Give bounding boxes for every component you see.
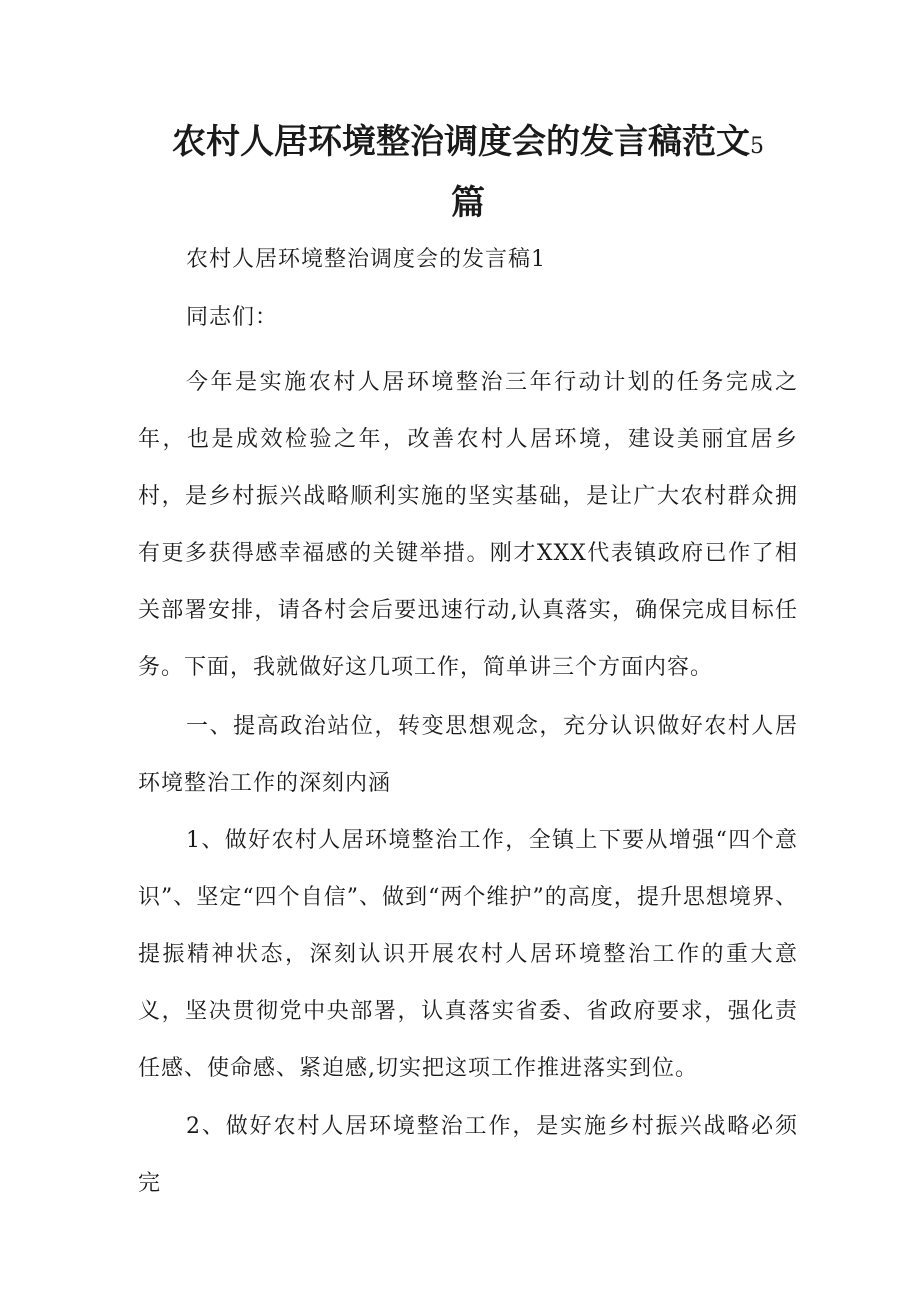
title-number: 5 <box>750 134 764 159</box>
paragraph-point-2: 2、做好农村人居环境整治工作，是实施乡村振兴战略必须完 <box>138 1114 798 1196</box>
section-heading-1: 一、提高政治站位，转变思想观念，充分认识做好农村人居环境整治工作的深刻内涵 <box>138 714 798 796</box>
document-title <box>138 114 798 231</box>
title-main: 农村人居环境整治调度会的发言稿范文 <box>172 122 750 162</box>
salutation: 同志们： <box>186 305 279 330</box>
paragraph-intro: 今年是实施农村人居环境整治三年行动计划的任务完成之年，也是成效检验之年，改善农村人居环境，建设美丽宜居乡村，是乡村振兴战略顺利实施的坚实基础，是让广大农村群众拥有更多获得感幸福感的关键举措。刚才XXX代表镇政府已作了相关部署安排，请各村会后要迅速行动,认真落实，确保完成目标任务。下面，我就做好这几项工作，简单讲三个方面内容。 <box>138 370 798 680</box>
title-tail: 篇 <box>451 183 485 223</box>
subtitle: 农村人居环境整治调度会的发言稿1 <box>186 247 546 272</box>
paragraph-point-1: 1、做好农村人居环境整治工作，全镇上下要从增强“四个意识”、坚定“四个自信”、做到“两个维护”的高度，提升思想境界、提振精神状态，深刻认识开展农村人居环境整治工作的重大意义，坚决贯彻党中央部署，认真落实省委、省政府要求，强化责任感、使命感、紧迫感,切实把这项工作推进落实到位。 <box>138 828 798 1081</box>
